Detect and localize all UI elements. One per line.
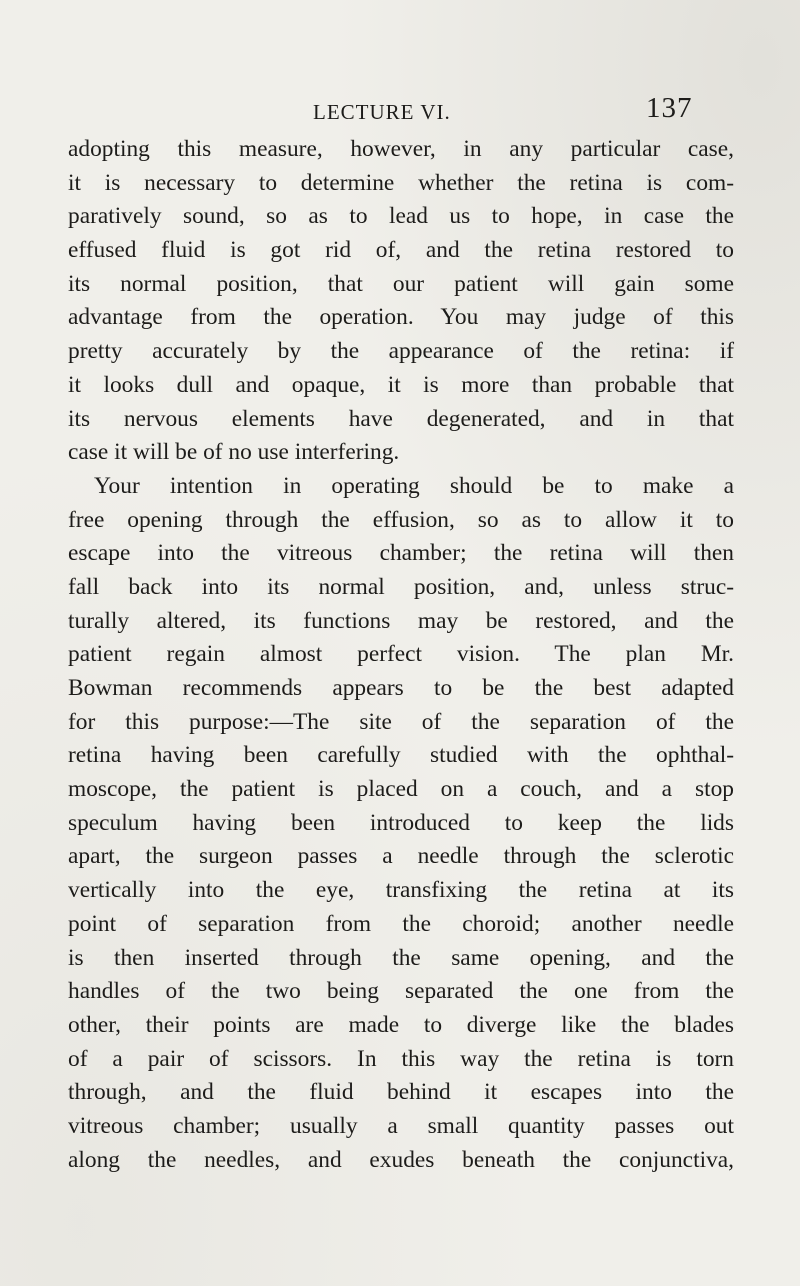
text-line: of a pair of scissors. In this way the retina is torn [68, 1045, 734, 1072]
text-line: paratively sound, so as to lead us to hope, in case the [68, 203, 734, 230]
text-line: apart, the surgeon passes a needle through the sclerotic [68, 843, 734, 870]
text-line: along the needles, and exudes beneath the conjunctiva, [68, 1146, 734, 1173]
text-line: other, their points are made to diverge like the blades [68, 1011, 734, 1038]
text-line: pretty accurately by the appearance of the retina: if [68, 338, 734, 365]
text-line: fall back into its normal position, and, unless struc- [68, 573, 734, 600]
text-line: effused fluid is got rid of, and the retina restored to [68, 237, 734, 264]
text-line: advantage from the operation. You may judge of this [68, 304, 734, 331]
page-number: 137 [646, 92, 693, 124]
text-line: adopting this measure, however, in any particular case, [68, 136, 734, 162]
text-line: its normal position, that our patient will gain some [68, 270, 734, 297]
text-line: it looks dull and opaque, it is more than probable that [68, 371, 734, 398]
text-line: its nervous elements have degenerated, and in that [68, 405, 734, 432]
text-line: moscope, the patient is placed on a couch, and a stop [68, 776, 734, 803]
text-line: free opening through the effusion, so as to allow it to [68, 506, 734, 533]
body-text [68, 133, 734, 1177]
text-line: for this purpose:—The site of the separation of the [68, 708, 734, 735]
text-line: Bowman recommends appears to be the best adapted [68, 675, 734, 701]
page-header [0, 92, 800, 132]
text-line: vertically into the eye, transfixing the retina at its [68, 877, 734, 904]
text-line: is then inserted through the same opening, and the [68, 944, 734, 971]
text-line: through, and the fluid behind it escapes into the [68, 1079, 734, 1106]
text-line: case it will be of no use interfering. [68, 439, 400, 466]
text-line: point of separation from the choroid; another needle [68, 910, 734, 937]
text-line: vitreous chamber; usually a small quantity passes out [68, 1112, 734, 1139]
text-line: speculum having been introduced to keep the lids [68, 809, 734, 836]
text-line: patient regain almost perfect vision. The plan Mr. [68, 641, 734, 668]
paragraph-first-line: Your intention in operating should be to make a [94, 472, 734, 499]
text-line: it is necessary to determine whether the retina is com- [68, 169, 734, 196]
running-head: LECTURE VI. [313, 100, 451, 124]
text-line: turally altered, its functions may be restored, and the [68, 607, 734, 634]
text-line: escape into the vitreous chamber; the retina will then [68, 540, 734, 567]
text-line: handles of the two being separated the one from the [68, 978, 734, 1005]
text-line: retina having been carefully studied with the ophthal- [68, 742, 734, 769]
